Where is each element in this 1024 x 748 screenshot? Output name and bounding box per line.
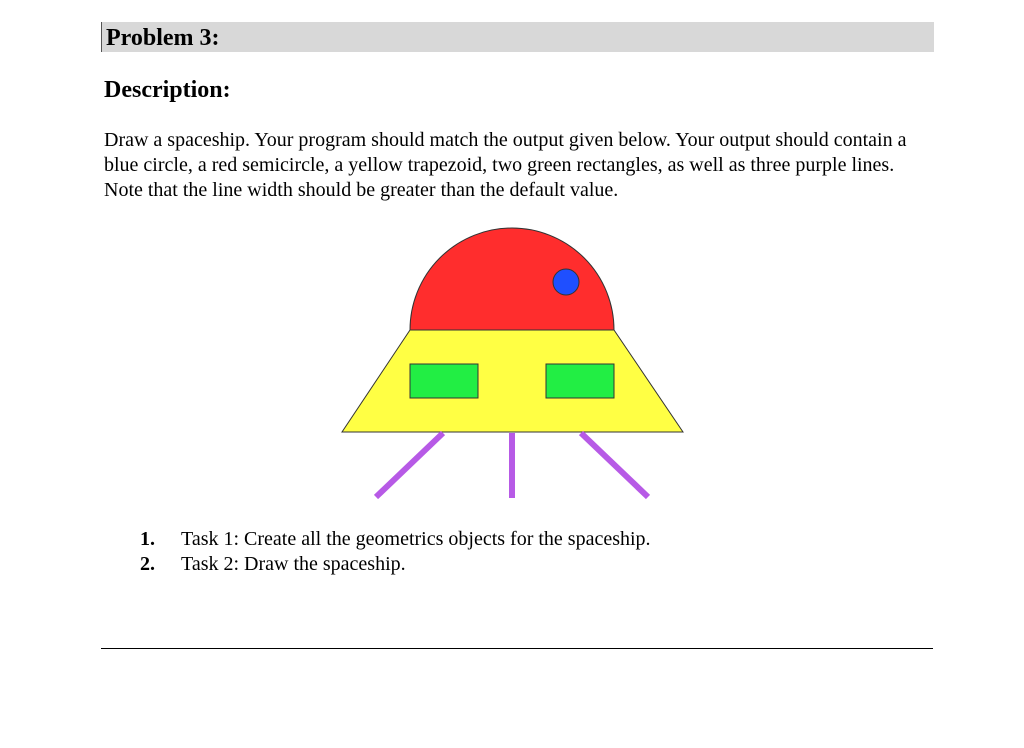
blue-circle [553, 269, 579, 295]
green-rectangle-right [546, 364, 614, 398]
description-text: Draw a spaceship. Your program should match the output given below. Your output should contain a blue circle, a red semicircle, a yellow trapezoid, two green rectangles, as well as three purple lines. Note that the line width should be greater than the default value. [104, 129, 907, 201]
purple-line-right [581, 433, 648, 497]
description-heading: Description: [104, 77, 231, 103]
task-number: 1. [140, 528, 155, 550]
task-item [140, 527, 651, 552]
task-list [140, 527, 651, 577]
purple-line-left [376, 433, 443, 497]
red-semicircle [410, 228, 614, 330]
yellow-trapezoid [342, 330, 683, 432]
bottom-divider [101, 648, 933, 649]
task-item [140, 552, 651, 577]
problem-title: Problem 3: [106, 25, 220, 51]
task-number: 2. [140, 553, 155, 575]
task-text: Task 1: Create all the geometrics objects for the spaceship. [181, 528, 651, 550]
task-text: Task 2: Draw the spaceship. [181, 553, 406, 575]
green-rectangle-left [410, 364, 478, 398]
